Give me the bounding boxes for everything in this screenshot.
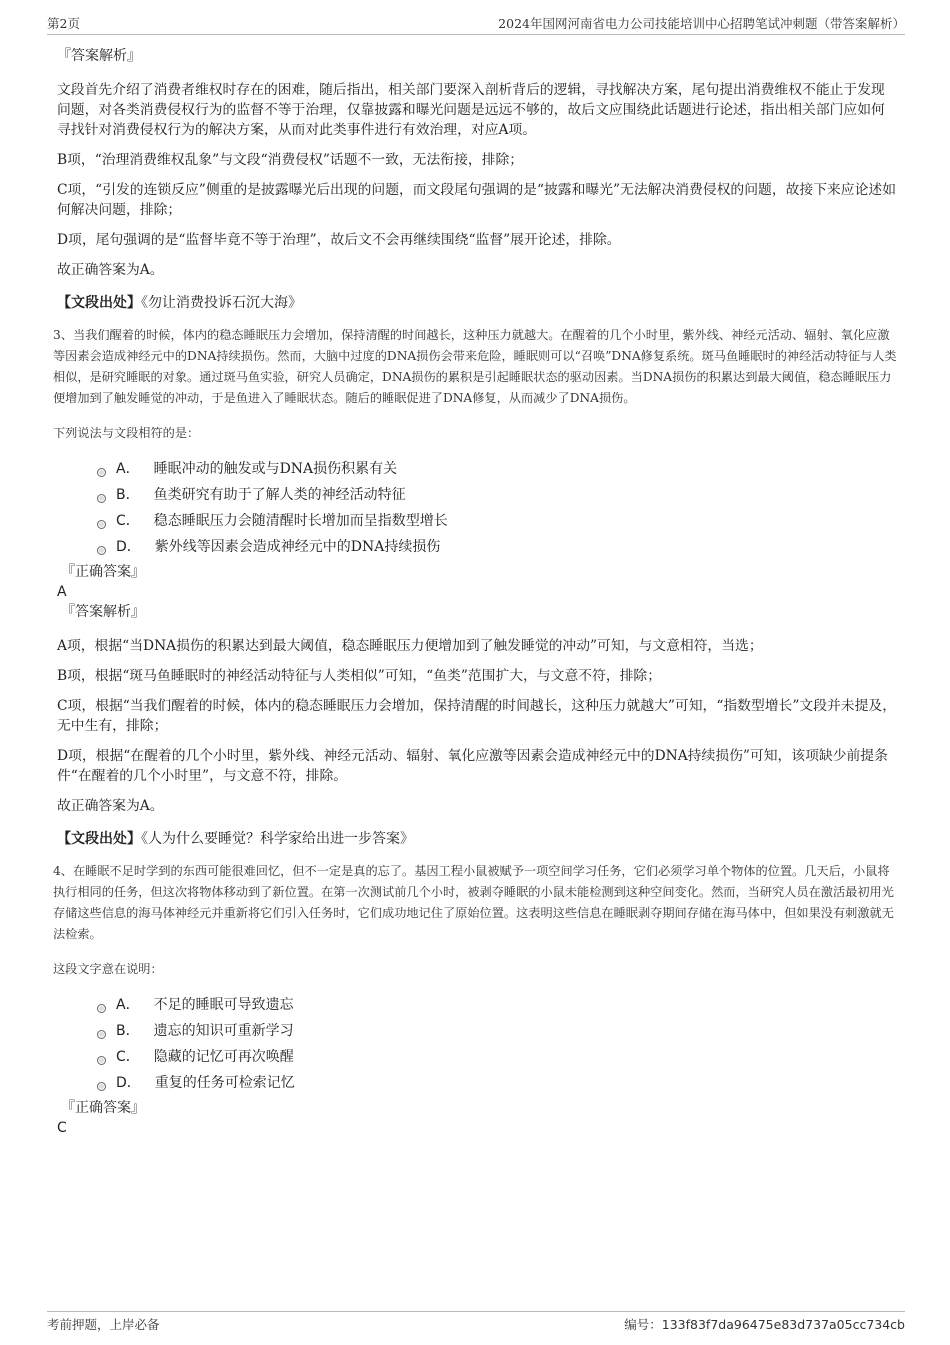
source-label: 【文段出处】 bbox=[57, 295, 141, 311]
option-d[interactable]: D． 紫外线等因素会造成神经元中的DNA持续损伤 bbox=[97, 534, 897, 560]
radio-icon[interactable] bbox=[97, 1030, 106, 1039]
question-prompt: 这段文字意在说明： bbox=[53, 962, 163, 976]
option-a[interactable]: A． 睡眠冲动的触发或与DNA损伤积累有关 bbox=[97, 456, 897, 482]
correct-answer: C bbox=[57, 1120, 67, 1136]
document-code bbox=[624, 1315, 905, 1333]
page-header bbox=[47, 14, 905, 35]
document-title: 2024年国网河南省电力公司技能培训中心招聘笔试冲刺题（带答案解析） bbox=[498, 16, 905, 31]
source-line bbox=[57, 829, 897, 849]
analysis-label: 『答案解析』 bbox=[57, 48, 141, 64]
analysis-paragraph: B项，根据“斑马鱼睡眠时的神经活动特征与人类相似”可知，“鱼类”范围扩大，与文意不符，排除； bbox=[57, 668, 662, 684]
option-list bbox=[97, 992, 897, 1096]
radio-icon[interactable] bbox=[97, 1082, 106, 1091]
footer-slogan: 考前押题，上岸必备 bbox=[47, 1317, 160, 1332]
code-value: 133f83f7da96475e83d737a05cc734cb bbox=[661, 1317, 905, 1332]
source-label: 【文段出处】 bbox=[57, 831, 141, 847]
option-a[interactable]: A． 不足的睡眠可导致遗忘 bbox=[97, 992, 897, 1018]
source-title: 《人为什么要睡觉？科学家给出进一步答案》 bbox=[141, 831, 414, 847]
question-passage: 3、当我们醒着的时候，体内的稳态睡眠压力会增加，保持清醒的时间越长，这种压力就越大。在醒着的几个小时里，紫外线、神经元活动、辐射、氧化应激等因素会造成神经元中的DNA持续损伤。然而，大脑中过度的DNA损伤会带来危险，睡眠则可以“召唤”DNA修复系统。斑马鱼睡眠时的神经活动特征与人类相似，是研究睡眠的对象。通过斑马鱼实验，研究人员确定，DNA损伤的累积是引起睡眠状态的驱动因素。当DNA损伤的积累达到最大阈值，稳态睡眠压力便增加到了触发睡觉的冲动，于是鱼进入了睡眠状态。随后的睡眠促进了DNA修复，从而减少了DNA损伤。 bbox=[53, 328, 897, 405]
analysis-paragraph: D项，尾句强调的是“监督毕竟不等于治理”，故后文不会再继续围绕“监督”展开论述，排除。 bbox=[57, 232, 621, 248]
option-b[interactable]: B． 遗忘的知识可重新学习 bbox=[97, 1018, 897, 1044]
radio-icon[interactable] bbox=[97, 546, 106, 555]
radio-icon[interactable] bbox=[97, 468, 106, 477]
source-line bbox=[57, 293, 897, 313]
conclusion: 故正确答案为A。 bbox=[57, 798, 164, 814]
option-list bbox=[97, 456, 897, 560]
analysis-paragraph: A项，根据“当DNA损伤的积累达到最大阈值，稳态睡眠压力便增加到了触发睡觉的冲动”可知，与文意相符，当选； bbox=[57, 638, 763, 654]
analysis-paragraph: B项，“治理消费维权乱象”与文段“消费侵权”话题不一致，无法衔接，排除； bbox=[57, 152, 524, 168]
correct-answer-label: 『正确答案』 bbox=[61, 564, 145, 580]
option-b[interactable]: B． 鱼类研究有助于了解人类的神经活动特征 bbox=[97, 482, 897, 508]
option-d[interactable]: D． 重复的任务可检索记忆 bbox=[97, 1070, 897, 1096]
page-footer bbox=[47, 1311, 905, 1335]
radio-icon[interactable] bbox=[97, 494, 106, 503]
analysis-paragraph: D项，根据“在醒着的几个小时里，紫外线、神经元活动、辐射、氧化应激等因素会造成神经元中的DNA持续损伤”可知，该项缺少前提条件“在醒着的几个小时里”，与文意不符，排除。 bbox=[57, 748, 888, 784]
conclusion: 故正确答案为A。 bbox=[57, 262, 164, 278]
analysis-label: 『答案解析』 bbox=[61, 604, 145, 620]
option-c[interactable]: C． 稳态睡眠压力会随清醒时长增加而呈指数型增长 bbox=[97, 508, 897, 534]
correct-answer: A bbox=[57, 584, 67, 600]
radio-icon[interactable] bbox=[97, 1056, 106, 1065]
radio-icon[interactable] bbox=[97, 520, 106, 529]
analysis-paragraph: 文段首先介绍了消费者维权时存在的困难，随后指出，相关部门要深入剖析背后的逻辑，寻找解决方案，尾句提出消费维权不能止于发现问题，对各类消费侵权行为的监督不等于治理，仅靠披露和曝光问题是远远不够的，故后文应围绕此话题进行论述，指出相关部门应如何寻找针对消费侵权行为的解决方案，从而对此类事件进行有效治理，对应A项。 bbox=[57, 82, 885, 138]
option-c[interactable]: C． 隐藏的记忆可再次唤醒 bbox=[97, 1044, 897, 1070]
question-prompt: 下列说法与文段相符的是： bbox=[53, 426, 200, 440]
analysis-paragraph: C项，“引发的连锁反应”侧重的是披露曝光后出现的问题，而文段尾句强调的是“披露和曝光”无法解决消费侵权的问题，故接下来应论述如何解决问题，排除； bbox=[57, 182, 896, 218]
analysis-paragraph: C项，根据“当我们醒着的时候，体内的稳态睡眠压力会增加，保持清醒的时间越长，这种压力就越大”可知，“指数型增长”文段并未提及，无中生有，排除； bbox=[57, 698, 896, 734]
radio-icon[interactable] bbox=[97, 1004, 106, 1013]
page-content bbox=[53, 46, 897, 1138]
correct-answer-label: 『正确答案』 bbox=[61, 1100, 145, 1116]
code-label: 编号： bbox=[624, 1317, 662, 1332]
question-passage: 4、在睡眠不足时学到的东西可能很难回忆，但不一定是真的忘了。基因工程小鼠被赋予一项空间学习任务，它们必须学习单个物体的位置。几天后，小鼠将执行相同的任务，但这次将物体移动到了新位置。在第一次测试前几个小时，被剥夺睡眠的小鼠未能检测到这种空间变化。然而，当研究人员在激活最初用光存储这些信息的海马体神经元并重新将它们引入任务时，它们成功地记住了原始位置。这表明这些信息在睡眠剥夺期间存储在海马体中，但如果没有刺激就无法检索。 bbox=[53, 864, 894, 941]
source-title: 《勿让消费投诉石沉大海》 bbox=[141, 295, 302, 311]
page-number: 第2页 bbox=[47, 16, 80, 31]
